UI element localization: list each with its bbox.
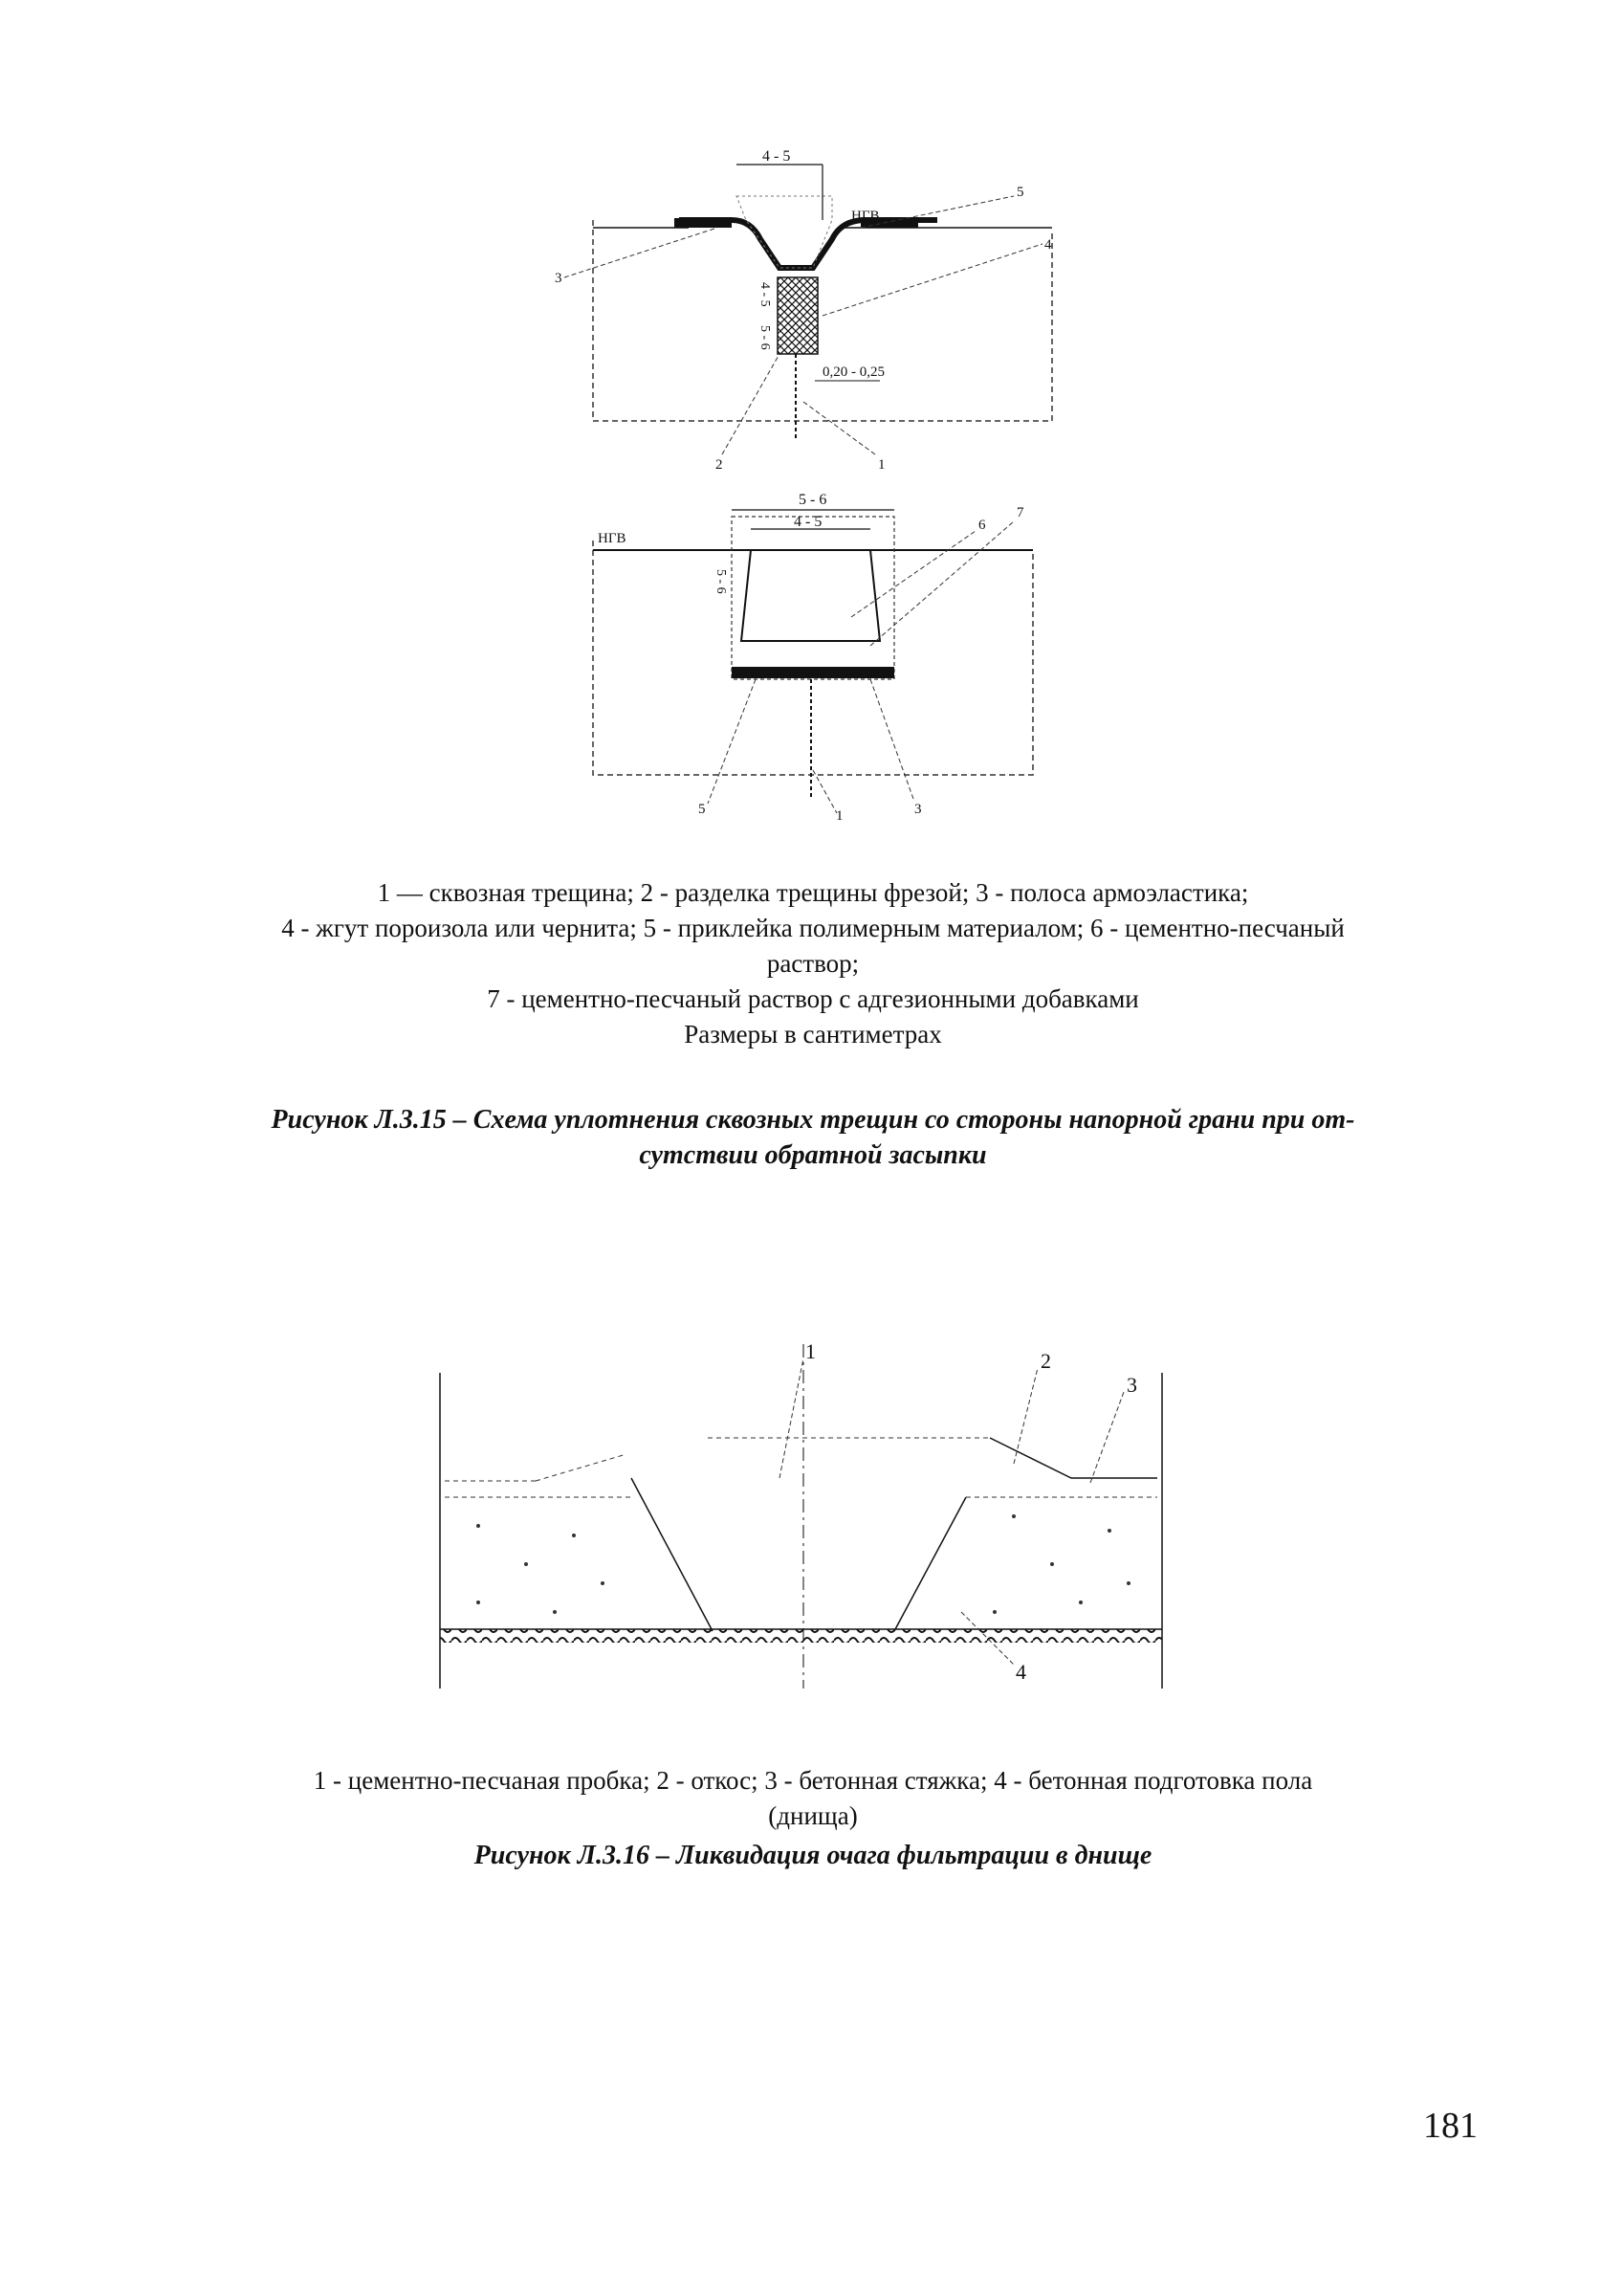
callout-1: 1: [878, 457, 886, 473]
figure-16-legend: [143, 1763, 1482, 1834]
callout-1-bottom: 1: [836, 808, 844, 824]
dim-width-label: 4 - 5: [762, 148, 791, 165]
figure-15-caption: [143, 1102, 1482, 1173]
legend-line: 7 - цементно-песчаный раствор с адгезионными добавками: [487, 984, 1139, 1013]
callout-7-bottom: 7: [1017, 505, 1024, 520]
callout-4-fig16: 4: [1016, 1660, 1026, 1684]
dim-inner-label: 4 - 5: [794, 514, 823, 530]
callout-3-bottom: 3: [914, 802, 922, 817]
dim-outer-label: 5 - 6: [799, 492, 827, 508]
callout-4: 4: [1044, 237, 1052, 253]
legend-line: Размеры в сантиметрах: [684, 1020, 942, 1049]
callout-1-fig16: 1: [805, 1339, 816, 1363]
caption-line: сутствии обратной засыпки: [639, 1140, 987, 1170]
figure-16-diagram: [421, 1325, 1186, 1698]
legend-line: 4 - жгут пороизола или чернита; 5 - приклейка полимерным материалом; 6 - цементно-песчаный: [281, 914, 1345, 942]
caption-line: Рисунок Л.3.15 – Схема уплотнения сквозных трещин со стороны напорной грани при от-: [271, 1105, 1355, 1135]
callout-2-fig16: 2: [1041, 1349, 1051, 1373]
figure-15-legend: [143, 875, 1482, 1052]
figure-16-caption: Рисунок Л.3.16 – Ликвидация очага фильтрации в днище: [473, 1841, 1152, 1870]
water-level-label: НГВ: [851, 209, 880, 224]
callout-6-bottom: 6: [978, 518, 986, 533]
legend-line: раствор;: [766, 949, 860, 978]
dim-depth-a: 4 - 5: [757, 282, 772, 307]
legend-line: (днища): [768, 1801, 858, 1830]
dim-depth-label: 5 - 6: [713, 569, 728, 594]
callout-5-bottom: 5: [698, 802, 706, 817]
legend-line: 1 - цементно-песчаная пробка; 2 - откос; 3 - бетонная стяжка; 4 - бетонная подготовка пола: [313, 1766, 1313, 1795]
figure-15-bottom-diagram: [564, 483, 1062, 828]
dim-crack-label: 0,20 - 0,25: [823, 364, 885, 380]
water-level-label-bottom: НГВ: [598, 531, 626, 546]
legend-line: 1 — сквозная трещина; 2 - разделка трещины фрезой; 3 - полоса армоэластика;: [377, 878, 1249, 907]
figure-15-top-diagram: [536, 124, 1071, 478]
callout-5: 5: [1017, 185, 1024, 200]
callout-3-fig16: 3: [1127, 1373, 1137, 1397]
dim-depth-b: 5 - 6: [757, 325, 772, 350]
page-number: 181: [1423, 2106, 1478, 2146]
callout-2: 2: [715, 457, 723, 473]
callout-3: 3: [555, 271, 562, 286]
